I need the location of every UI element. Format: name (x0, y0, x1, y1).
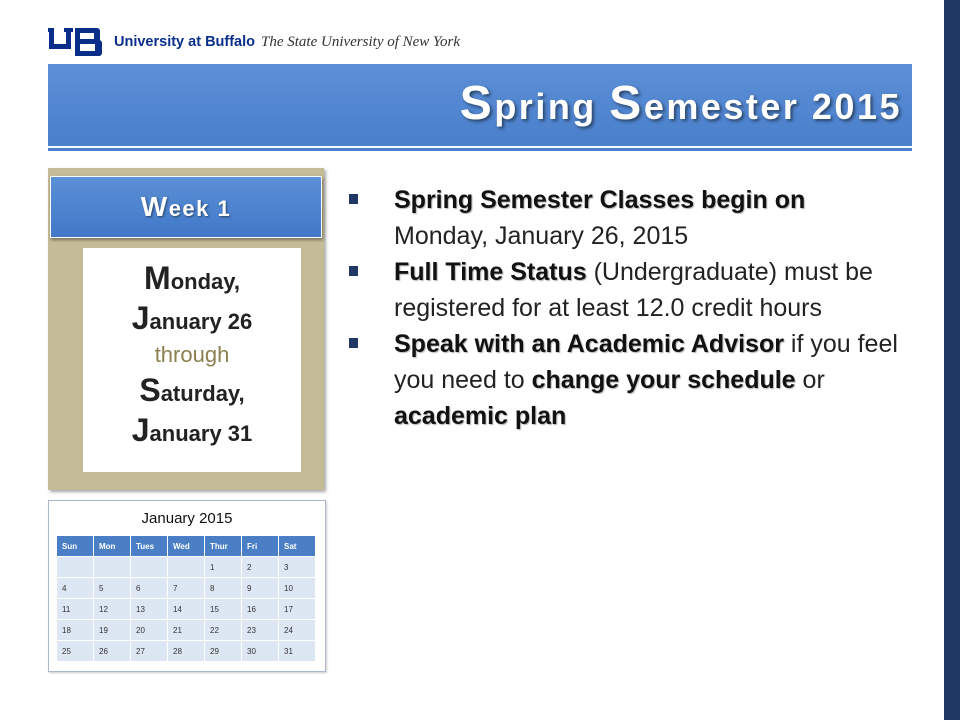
bullet-item (346, 326, 906, 434)
calendar-cell: 27 (131, 641, 167, 661)
bullet-bold-text: academic plan (394, 402, 567, 430)
calendar-day-header: Mon (94, 536, 130, 556)
calendar-grid (56, 535, 316, 662)
calendar-day-header: Fri (242, 536, 278, 556)
bullet-text: or (795, 366, 825, 394)
calendar-cell: 19 (94, 620, 130, 640)
calendar-cell: 2 (242, 557, 278, 577)
week-dates (83, 248, 301, 472)
through-text: through (154, 342, 230, 367)
info-bullets (346, 182, 906, 434)
calendar-cell: 5 (94, 578, 130, 598)
calendar-header-row (57, 536, 315, 556)
calendar-cell: 1 (205, 557, 241, 577)
calendar-cell: 22 (205, 620, 241, 640)
title-divider (48, 148, 912, 151)
calendar-cell (168, 557, 204, 577)
square-bullet-icon (349, 194, 358, 204)
bullet-text: if you feel you need to (394, 330, 898, 394)
calendar-week-row (57, 599, 315, 619)
calendar-cell: 18 (57, 620, 93, 640)
calendar-day-header: Sat (279, 536, 315, 556)
calendar-cell (94, 557, 130, 577)
bullet-bold-text: Spring Semester Classes begin on (394, 186, 806, 214)
calendar-cell: 3 (279, 557, 315, 577)
calendar-cell: 6 (131, 578, 167, 598)
bullet-text: (Undergraduate) must be registered for at least 12.0 credit hours (394, 258, 873, 322)
calendar-day-header: Sun (57, 536, 93, 556)
calendar-day-header: Thur (205, 536, 241, 556)
calendar-cell: 28 (168, 641, 204, 661)
calendar-cell: 29 (205, 641, 241, 661)
calendar-cell: 23 (242, 620, 278, 640)
bullet-text: Monday, January 26, 2015 (394, 222, 689, 250)
right-accent-bar (944, 0, 960, 720)
calendar-week-row (57, 578, 315, 598)
square-bullet-icon (349, 266, 358, 276)
page-title: Spring Semester 2015 (459, 77, 902, 130)
week-card (48, 168, 324, 490)
bullet-bold-text: Speak with an Academic Advisor (394, 330, 784, 358)
calendar-cell: 13 (131, 599, 167, 619)
calendar-cell: 24 (279, 620, 315, 640)
calendar-cell: 8 (205, 578, 241, 598)
calendar-cell: 21 (168, 620, 204, 640)
week-label: Week 1 (50, 176, 322, 238)
university-tagline: The State University of New York (261, 33, 461, 50)
calendar-cell: 9 (242, 578, 278, 598)
square-bullet-icon (349, 338, 358, 348)
calendar-cell: 7 (168, 578, 204, 598)
date-line: January 31 (131, 412, 253, 448)
calendar-cell: 10 (279, 578, 315, 598)
calendar-cell: 4 (57, 578, 93, 598)
calendar-cell: 30 (242, 641, 278, 661)
bullet-item (346, 182, 906, 254)
calendar-cell: 31 (279, 641, 315, 661)
calendar-cell: 26 (94, 641, 130, 661)
calendar-cell: 14 (168, 599, 204, 619)
ub-logo-icon (48, 25, 106, 59)
calendar-day-header: Wed (168, 536, 204, 556)
calendar-cell (131, 557, 167, 577)
calendar-title: January 2015 (141, 510, 233, 527)
calendar-january (48, 500, 326, 672)
calendar-cell: 11 (57, 599, 93, 619)
bullet-bold-text: change your schedule (531, 366, 796, 394)
calendar-cell: 17 (279, 599, 315, 619)
calendar-day-header: Tues (131, 536, 167, 556)
calendar-cell: 15 (205, 599, 241, 619)
title-banner (48, 64, 912, 146)
bullet-bold-text: Full Time Status (394, 258, 587, 286)
calendar-week-row (57, 641, 315, 661)
calendar-cell: 12 (94, 599, 130, 619)
date-line: January 26 (131, 300, 253, 336)
calendar-week-row (57, 620, 315, 640)
calendar-cell: 16 (242, 599, 278, 619)
date-line: Saturday, (139, 372, 245, 408)
university-logo (48, 24, 460, 60)
calendar-cell: 25 (57, 641, 93, 661)
bullet-item (346, 254, 906, 326)
date-line: Monday, (144, 260, 240, 296)
university-name: University at Buffalo (114, 34, 255, 50)
calendar-week-row (57, 557, 315, 577)
calendar-cell (57, 557, 93, 577)
calendar-cell: 20 (131, 620, 167, 640)
